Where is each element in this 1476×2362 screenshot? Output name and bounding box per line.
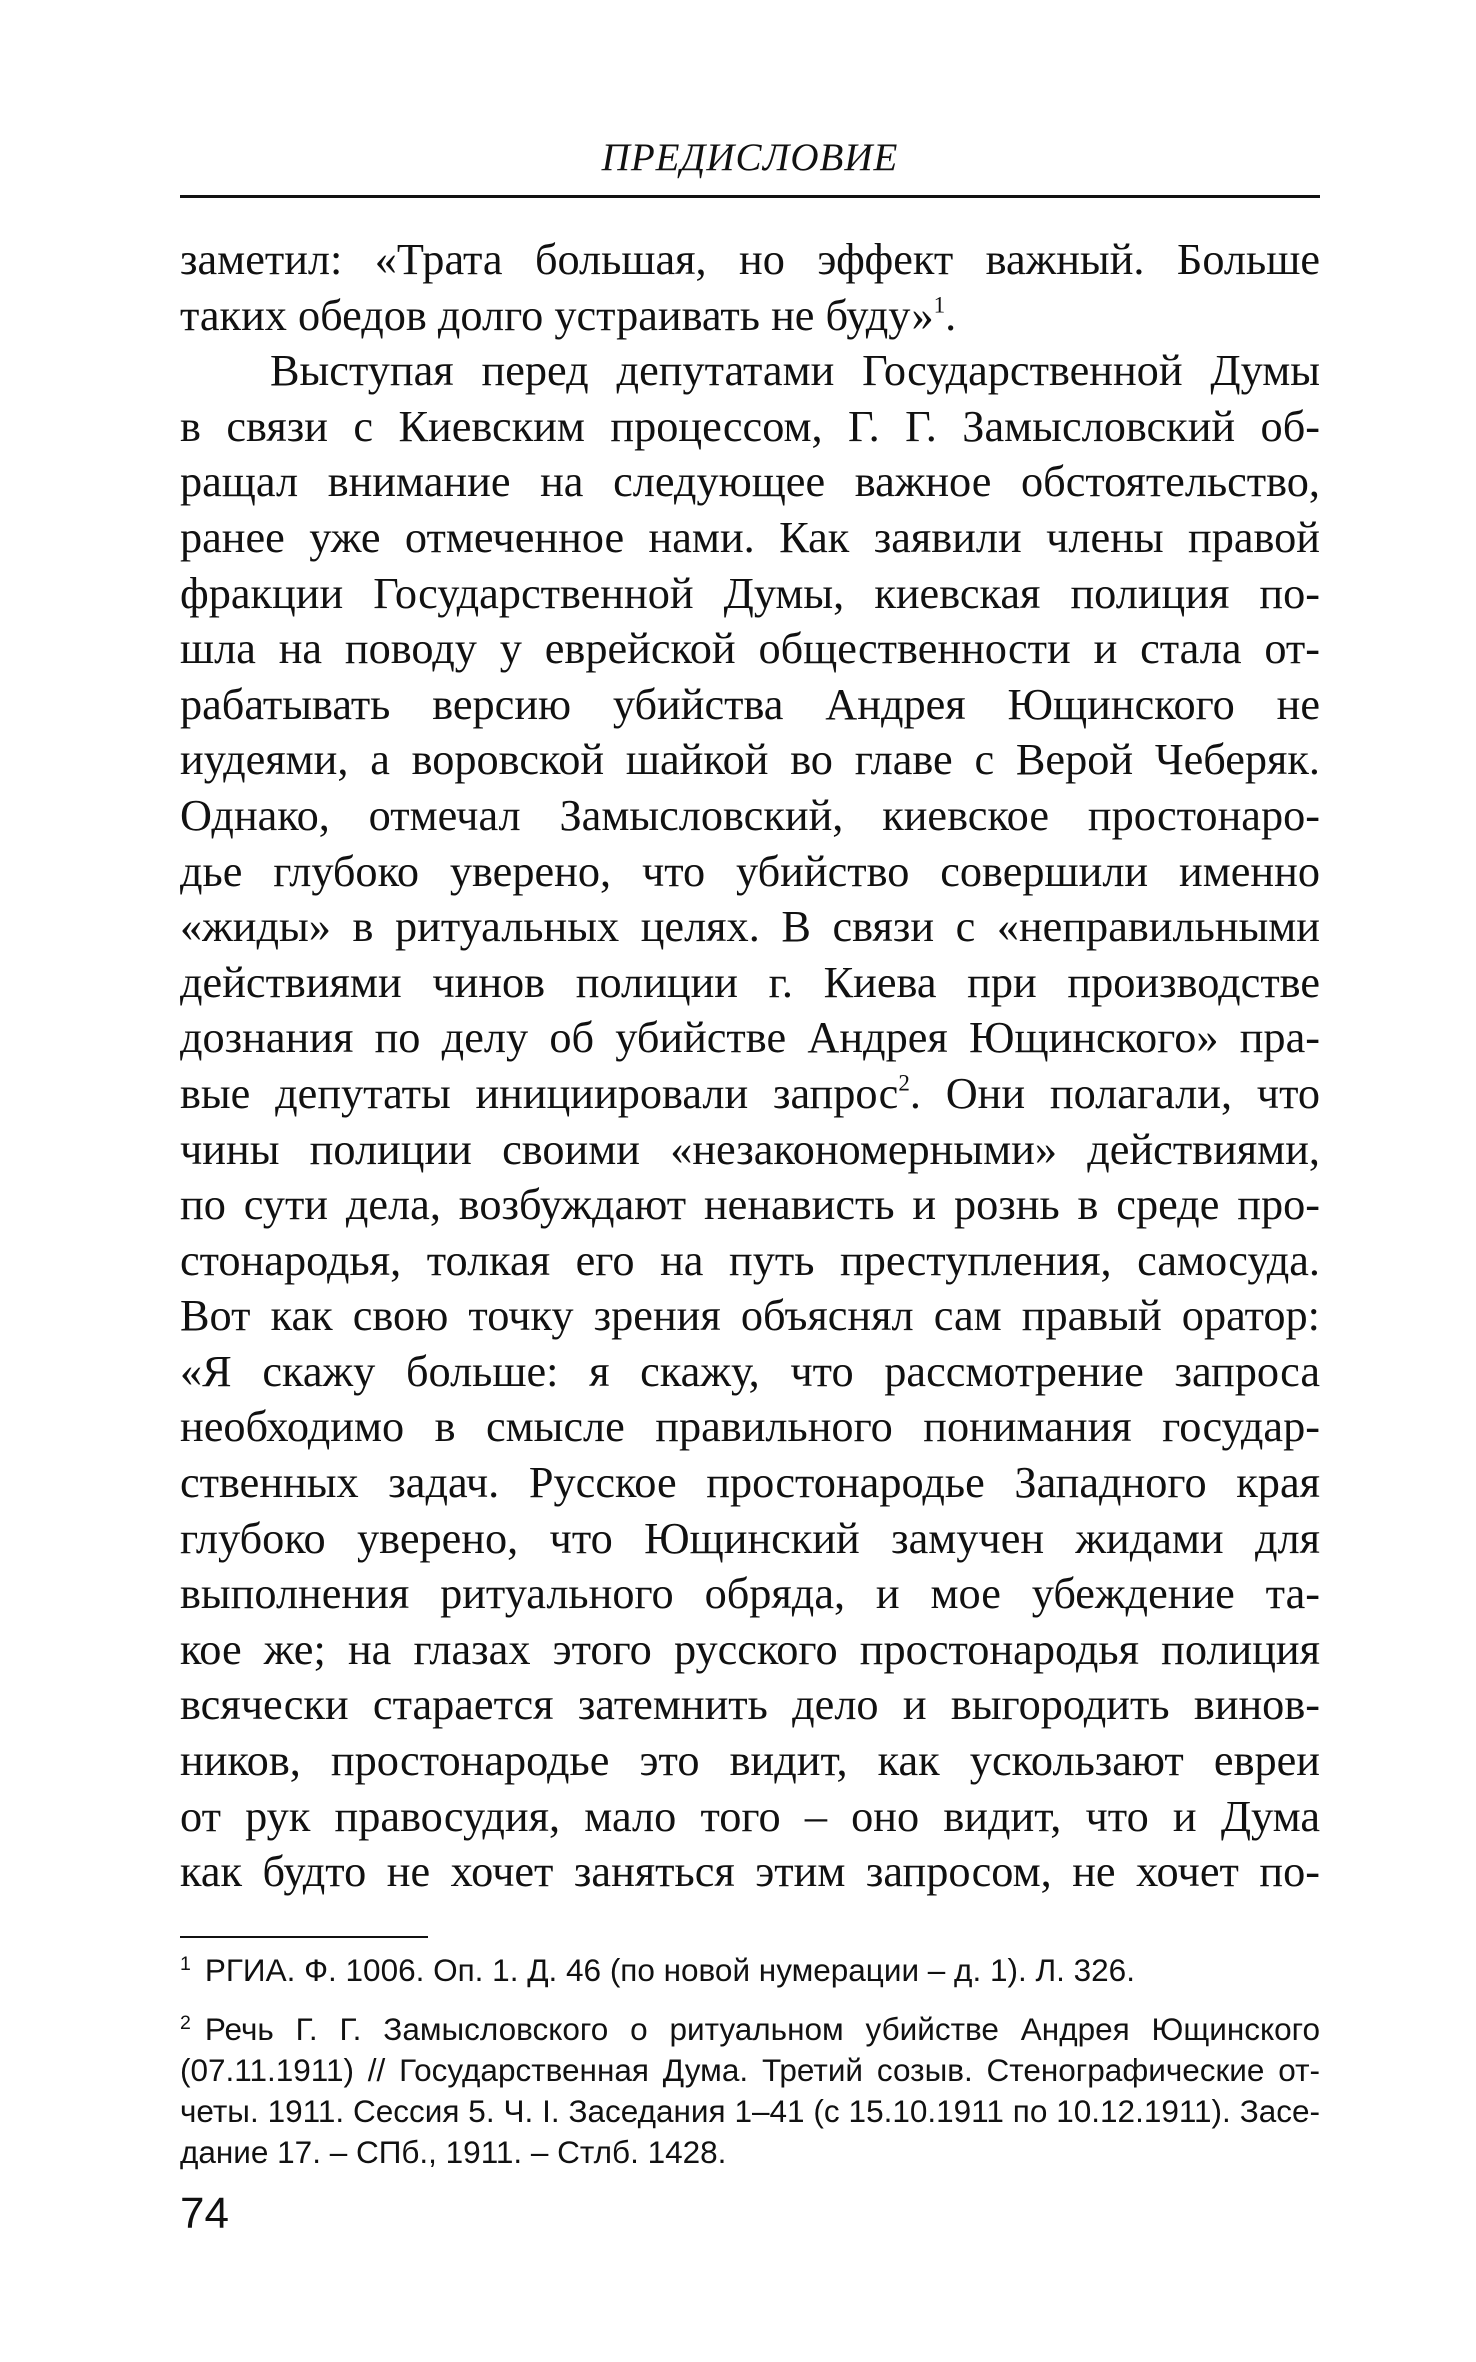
text-line: Выступая перед депутатами Государственной Думы [270,346,1320,396]
text-line: дознания по делу об убийстве Андрея Ющинского» пра- [180,1013,1320,1063]
text-line: «жиды» в ритуальных целях. В связи с «неправильными [180,902,1320,952]
page-number: 74 [180,2189,229,2238]
text-line: по сути дела, возбуждают ненависть и рознь в среде про- [180,1180,1320,1230]
text-line: ранее уже отмеченное нами. Как заявили члены правой [180,512,1320,562]
text-line: Вот как свою точку зрения объяснял сам правый оратор: [180,1291,1320,1341]
text-line: рабатывать версию убийства Андрея Ющинского не [180,679,1320,729]
text-line: вые депутаты инициировали запрос$^2$. Они полагали, что [180,1068,1320,1118]
text-line: «Я скажу больше: я скажу, что рассмотрение запроса [180,1346,1320,1396]
text-line: ников, простонародье это видит, как ускользают евреи [180,1736,1320,1786]
text-line: в связи с Киевским процессом, Г. Г. Замысловский об- [180,401,1320,451]
text-line: кое же; на глазах этого русского простонародья полиция [180,1624,1320,1674]
text-line: чины полиции своими «незакономерными» действиями, [180,1124,1320,1174]
footnote-line: (07.11.1911) // Государственная Дума. Третий созыв. Стенографические от- [180,2052,1320,2088]
text-line: необходимо в смысле правильного понимания государ- [180,1402,1320,1452]
footnote-line: 1 РГИА. Ф. 1006. Оп. 1. Д. 46 (по новой нумерации – д. 1). Л. 326. [180,1952,1135,1988]
running-head: ПРЕДИСЛОВИЕ [601,136,899,179]
text-line: глубоко уверено, что Ющинский замучен жидами для [180,1513,1320,1563]
text-line: выполнения ритуального обряда, и мое убеждение та- [180,1569,1320,1619]
text-line: от рук правосудия, мало того – оно видит, что и Дума [180,1791,1320,1841]
text-line: стонародья, толкая его на путь преступления, самосуда. [180,1235,1320,1285]
footnote-reference: 2 [898,1069,910,1096]
text-line: Однако, отмечал Замысловский, киевское простонаро- [180,790,1320,840]
footnote-line: дание 17. – СПб., 1911. – Стлб. 1428. [180,2134,727,2170]
text-line: шла на поводу у еврейской общественности и стала от- [180,624,1320,674]
text-line: фракции Государственной Думы, киевская полиция по- [180,568,1320,618]
main-text [180,232,1320,1900]
text-line: иудеями, а воровской шайкой во главе с Верой Чеберяк. [180,735,1320,785]
footnote-separator [180,1936,428,1938]
text-line: таких обедов долго устраивать не буду»$^1$. [180,290,957,340]
header-rule [180,195,1320,198]
text-line: заметил: «Трата большая, но эффект важный. Больше [180,235,1320,284]
footnote-reference: 1 [933,291,946,318]
footnotes [180,1950,1320,2173]
text-line: всячески старается затемнить дело и выгородить винов- [180,1680,1320,1730]
footnote-line: 2 Речь Г. Г. Замысловского о ритуальном убийстве Андрея Ющинского [180,2011,1320,2047]
footnote-line: четы. 1911. Сессия 5. Ч. I. Заседания 1–41 (с 15.10.1911 по 10.12.1911). Засе- [180,2093,1320,2129]
text-line: как будто не хочет заняться этим запросом, не хочет по- [180,1847,1320,1897]
text-line: действиями чинов полиции г. Киева при производстве [180,957,1320,1007]
text-line: дье глубоко уверено, что убийство совершили именно [180,846,1320,896]
text-line: ращал внимание на следующее важное обстоятельство, [180,457,1320,507]
text-line: ственных задач. Русское простонародье Западного края [180,1458,1320,1508]
